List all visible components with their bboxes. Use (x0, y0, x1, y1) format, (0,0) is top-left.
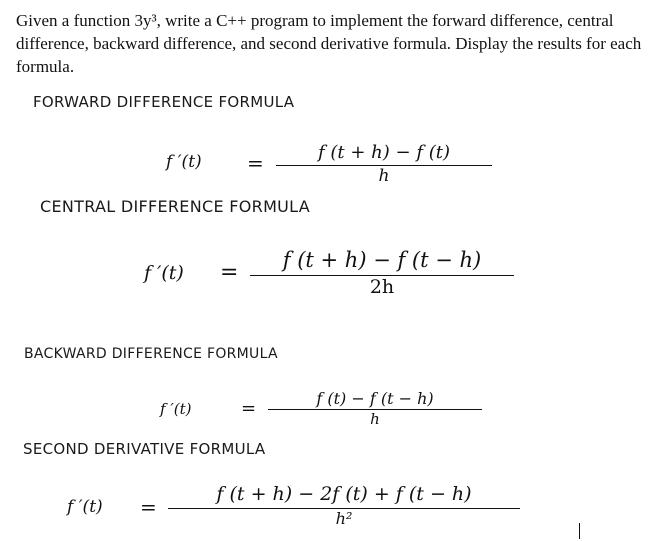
problem-statement: Given a function 3y³, write a C++ program to implement the forward difference, central difference, backward difference, and second derivative formula. Display the results for each formula. (16, 11, 642, 76)
text-cursor (579, 523, 580, 539)
numerator: f (t + h) − f (t − h) (282, 248, 482, 272)
formula-lhs: f ′(t) (67, 497, 103, 517)
equals-sign: = (140, 495, 157, 519)
forward-difference-heading: FORWARD DIFFERENCE FORMULA (33, 93, 295, 111)
formula-lhs: f ′(t) (160, 400, 192, 418)
equals-sign: = (247, 151, 264, 175)
denominator: h (378, 166, 390, 186)
fraction (168, 483, 520, 531)
second-derivative-heading: SECOND DERIVATIVE FORMULA (23, 440, 266, 458)
formula-lhs: f ′(t) (166, 152, 202, 172)
formula-lhs: f ′(t) (144, 262, 184, 284)
equals-sign: = (241, 398, 257, 419)
fraction (250, 248, 514, 300)
numerator: f (t) − f (t − h) (316, 389, 434, 408)
denominator: 2h (369, 276, 395, 298)
equals-sign: = (220, 260, 239, 285)
fraction (276, 140, 492, 186)
denominator: h (370, 410, 380, 428)
numerator: f (t + h) − f (t) (318, 142, 450, 163)
central-difference-heading: CENTRAL DIFFERENCE FORMULA (40, 197, 311, 216)
numerator: f (t + h) − 2f (t) + f (t − h) (216, 483, 472, 505)
denominator: h² (335, 509, 353, 528)
fraction (268, 389, 482, 429)
backward-difference-heading: BACKWARD DIFFERENCE FORMULA (24, 346, 278, 362)
